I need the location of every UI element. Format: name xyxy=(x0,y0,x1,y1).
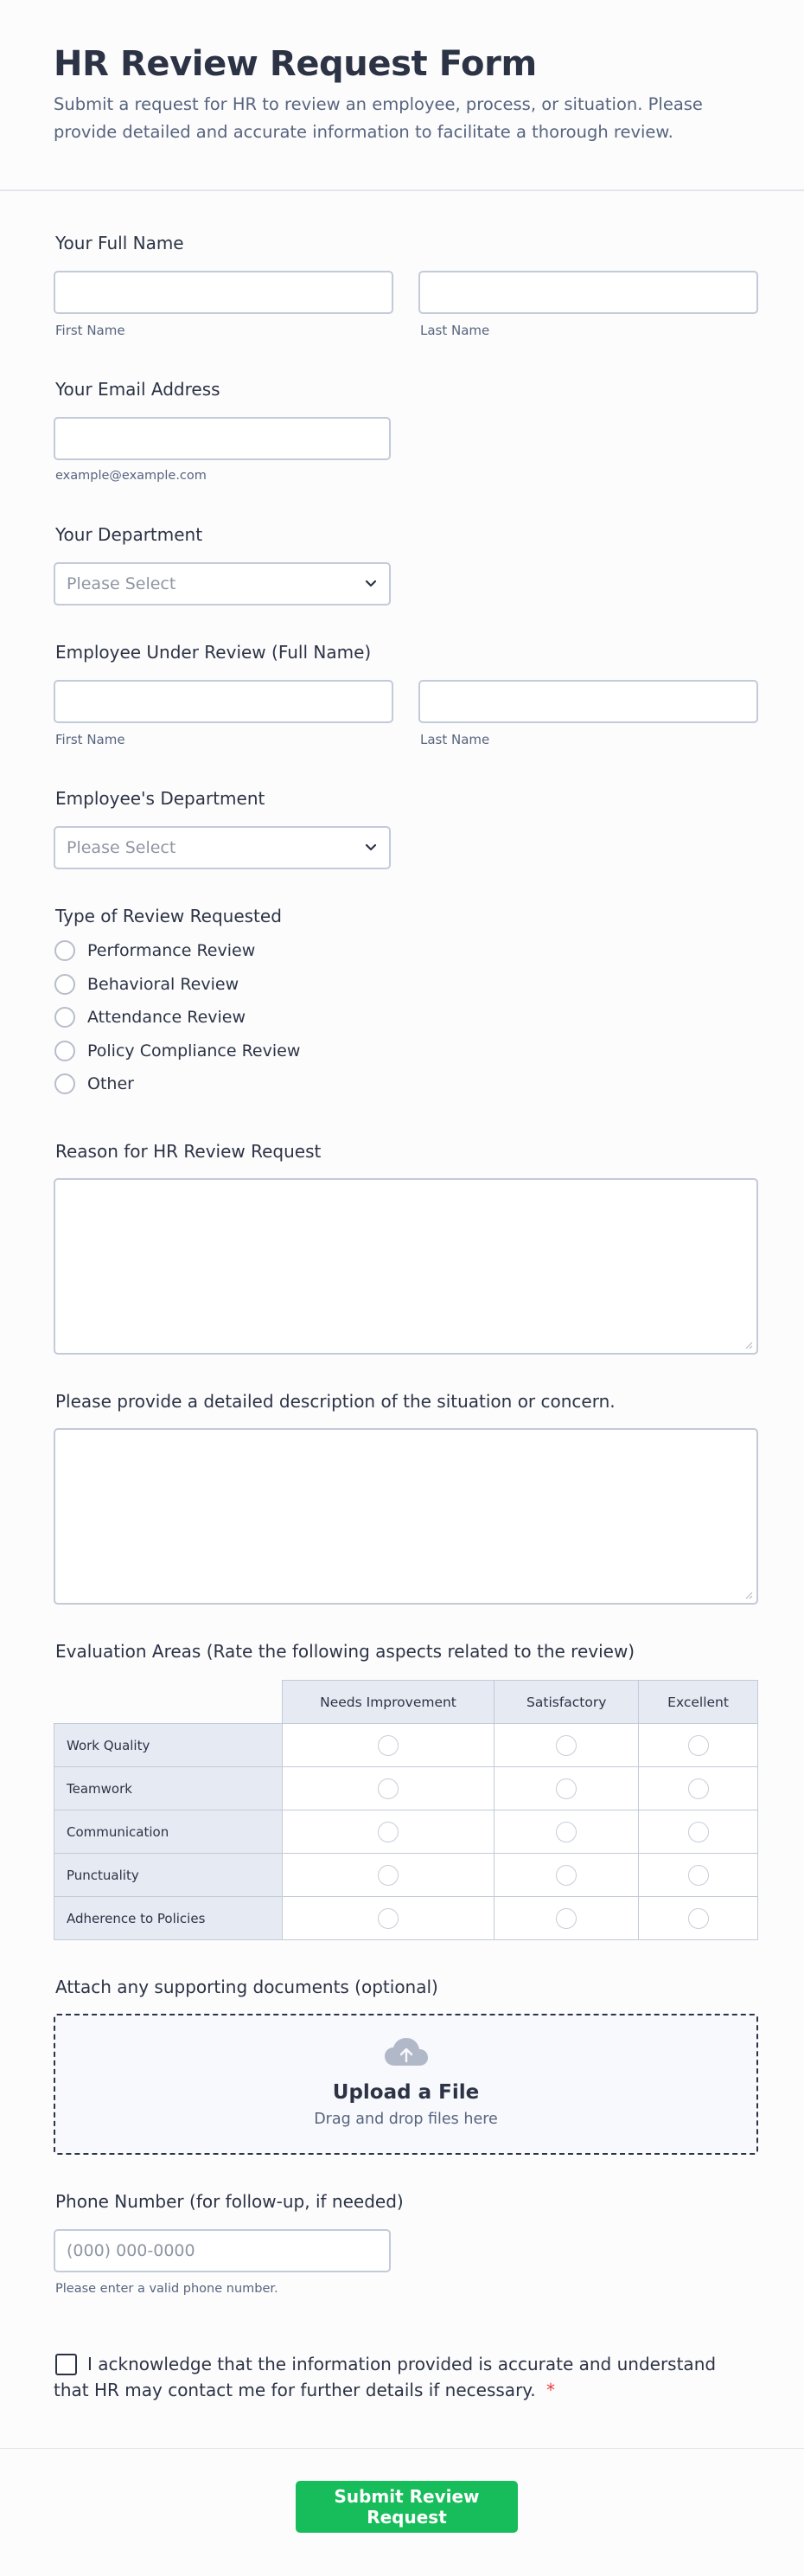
matrix-radio[interactable] xyxy=(556,1778,577,1799)
review-type-options xyxy=(54,934,300,1101)
matrix-corner xyxy=(54,1681,283,1724)
upload-title: Upload a File xyxy=(332,2081,480,2104)
review-type-label: Type of Review Requested xyxy=(55,906,282,926)
matrix-column-header: Needs Improvement xyxy=(282,1681,495,1724)
matrix-radio[interactable] xyxy=(378,1822,399,1842)
submit-button[interactable]: Submit Review Request xyxy=(296,2481,518,2533)
matrix-radio[interactable] xyxy=(688,1778,709,1799)
review-type-option[interactable]: Performance Review xyxy=(54,934,300,968)
employee-department-select[interactable] xyxy=(54,826,391,869)
matrix-row-label: Adherence to Policies xyxy=(54,1897,283,1940)
employee-last-name-sublabel: Last Name xyxy=(420,732,490,747)
matrix-row-label: Punctuality xyxy=(54,1854,283,1897)
form-footer xyxy=(0,2448,804,2576)
last-name-input[interactable] xyxy=(418,271,758,314)
matrix-radio[interactable] xyxy=(556,1908,577,1929)
matrix-radio[interactable] xyxy=(378,1865,399,1886)
table-row xyxy=(54,1810,758,1854)
review-type-option[interactable]: Attendance Review xyxy=(54,1001,300,1035)
resize-handle-icon[interactable] xyxy=(744,1591,753,1599)
required-mark: * xyxy=(546,2380,555,2400)
evaluation-label: Evaluation Areas (Rate the following aspects related to the review) xyxy=(55,1641,635,1662)
review-type-option[interactable]: Behavioral Review xyxy=(54,968,300,1002)
matrix-row-label: Communication xyxy=(54,1810,283,1854)
employee-first-name-sublabel: First Name xyxy=(55,732,125,747)
matrix-row-label: Work Quality xyxy=(54,1724,283,1767)
matrix-column-header: Satisfactory xyxy=(495,1681,639,1724)
email-label: Your Email Address xyxy=(55,379,220,400)
form-body xyxy=(0,191,804,2448)
matrix-column-header: Excellent xyxy=(639,1681,758,1724)
employee-department-select-value: Please Select xyxy=(67,838,176,857)
phone-sublabel: Please enter a valid phone number. xyxy=(55,2282,278,2296)
matrix-row-label: Teamwork xyxy=(54,1767,283,1810)
table-row xyxy=(54,1767,758,1810)
phone-input[interactable] xyxy=(54,2229,391,2272)
chevron-down-icon xyxy=(361,574,380,593)
matrix-radio[interactable] xyxy=(556,1735,577,1756)
employee-last-name-input[interactable] xyxy=(418,680,758,723)
phone-label: Phone Number (for follow-up, if needed) xyxy=(55,2191,404,2212)
table-row xyxy=(54,1854,758,1897)
cloud-upload-icon xyxy=(383,2036,430,2071)
acknowledge-line-1: I acknowledge that the information provided is accurate and understand xyxy=(87,2354,717,2374)
upload-subtitle: Drag and drop files here xyxy=(314,2111,498,2128)
review-type-option[interactable]: Other xyxy=(54,1067,300,1101)
evaluation-matrix xyxy=(54,1680,758,1940)
matrix-radio[interactable] xyxy=(378,1778,399,1799)
employee-name-label: Employee Under Review (Full Name) xyxy=(55,642,372,663)
last-name-sublabel: Last Name xyxy=(420,323,490,338)
matrix-radio[interactable] xyxy=(556,1865,577,1886)
description-label: Please provide a detailed description of the situation or concern. xyxy=(55,1391,616,1412)
resize-handle-icon[interactable] xyxy=(744,1341,753,1349)
reason-label: Reason for HR Review Request xyxy=(55,1141,322,1162)
attach-label: Attach any supporting documents (optional) xyxy=(55,1977,438,1997)
matrix-radio[interactable] xyxy=(556,1822,577,1842)
matrix-radio[interactable] xyxy=(688,1908,709,1929)
employee-first-name-input[interactable] xyxy=(54,680,393,723)
review-type-option[interactable]: Policy Compliance Review xyxy=(54,1035,300,1068)
department-label: Your Department xyxy=(55,524,203,545)
form-title: HR Review Request Form xyxy=(54,44,537,84)
acknowledge-line-2-text: that HR may contact me for further details if necessary. xyxy=(54,2380,536,2400)
matrix-radio[interactable] xyxy=(688,1735,709,1756)
radio-button[interactable] xyxy=(54,940,75,961)
department-select-value: Please Select xyxy=(67,574,176,593)
radio-button[interactable] xyxy=(54,974,75,995)
file-upload-dropzone[interactable] xyxy=(54,2014,758,2155)
full-name-label: Your Full Name xyxy=(55,233,184,253)
form-subtitle: Submit a request for HR to review an employee, process, or situation. Please provide detailed and accurate information to facilitate a thorough review. xyxy=(54,94,703,142)
email-input[interactable] xyxy=(54,417,391,460)
email-sublabel: example@example.com xyxy=(55,469,207,483)
employee-department-label: Employee's Department xyxy=(55,788,265,809)
radio-button[interactable] xyxy=(54,1073,75,1094)
matrix-radio[interactable] xyxy=(378,1908,399,1929)
acknowledge-checkbox[interactable] xyxy=(55,2354,77,2375)
table-row xyxy=(54,1897,758,1940)
first-name-sublabel: First Name xyxy=(55,323,125,338)
radio-button[interactable] xyxy=(54,1007,75,1028)
first-name-input[interactable] xyxy=(54,271,393,314)
reason-textarea[interactable] xyxy=(54,1178,758,1355)
radio-button[interactable] xyxy=(54,1041,75,1061)
table-row xyxy=(54,1724,758,1767)
matrix-radio[interactable] xyxy=(688,1865,709,1886)
acknowledge-line-2 xyxy=(54,2377,555,2403)
chevron-down-icon xyxy=(361,838,380,857)
phone-placeholder: (000) 000-0000 xyxy=(67,2241,195,2260)
matrix-radio[interactable] xyxy=(378,1735,399,1756)
form-header xyxy=(0,0,804,191)
description-textarea[interactable] xyxy=(54,1428,758,1605)
matrix-radio[interactable] xyxy=(688,1822,709,1842)
department-select[interactable] xyxy=(54,562,391,606)
